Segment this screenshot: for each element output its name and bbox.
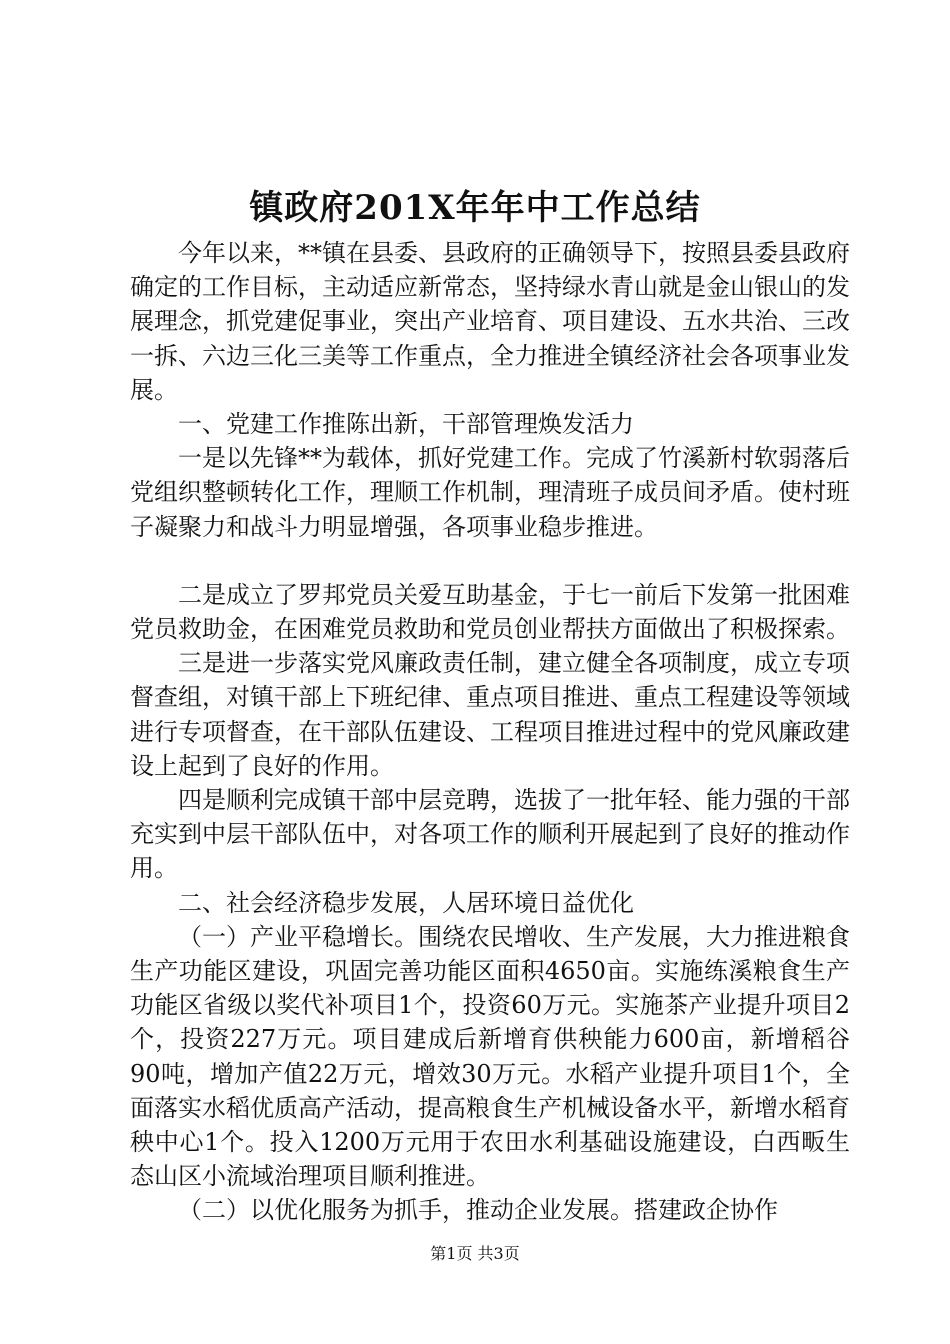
paragraph-enterprise: （二）以优化服务为抓手，推动企业发展。搭建政企协作: [178, 1196, 778, 1225]
paragraph-party-building-3: 三是进一步落实党风廉政责任制，建立健全各项制度，成立专项督查组，对镇干部上下班纪律、重点项目推进、重点工程建设等领域进行专项督查，在干部队伍建设、工程项目推进过程中的党风廉政建设上起到了良好的作用。: [130, 649, 850, 780]
paragraph-party-building-4: 四是顺利完成镇干部中层竞聘，选拔了一批年轻、能力强的干部充实到中层干部队伍中，对各项工作的顺利开展起到了良好的推动作用。: [130, 786, 850, 883]
paragraph-industry: （一）产业平稳增长。围绕农民增收、生产发展，大力推进粮食生产功能区建设，巩固完善功能区面积4650亩。实施练溪粮食生产功能区省级以奖代补项目1个，投资60万元。实施茶产业提升项目2个，投资227万元。项目建成后新增育供秧能力600亩，新增稻谷90吨，增加产值22万元，增效30万元。水稻产业提升项目1个，全面落实水稻优质高产活动，提高粮食生产机械设备水平，新增水稻育秧中心1个。投入1200万元用于农田水利基础设施建设，白西畈生态山区小流域治理项目顺利推进。: [130, 922, 850, 1191]
paragraph-intro: 今年以来，**镇在县委、县政府的正确领导下，按照县委县政府确定的工作目标，主动适应新常态，坚持绿水青山就是金山银山的发展理念，抓党建促事业，突出产业培育、项目建设、五水共治、三改一拆、六边三化三美等工作重点，全力推进全镇经济社会各项事业发展。: [130, 239, 850, 404]
section-heading-1: 一、党建工作推陈出新，干部管理焕发活力: [178, 410, 634, 439]
paragraph-party-building-1: 一是以先锋**为载体，抓好党建工作。完成了竹溪新村软弱落后党组织整顿转化工作，理顺工作机制，理清班子成员间矛盾。使村班子凝聚力和战斗力明显增强，各项事业稳步推进。: [130, 444, 850, 541]
paragraph-party-building-2: 二是成立了罗邦党员关爱互助基金，于七一前后下发第一批困难党员救助金，在困难党员救助和党员创业帮扶方面做出了积极探索。: [130, 580, 850, 644]
page-footer: 第1页 共3页: [430, 1244, 520, 1263]
section-heading-2: 二、社会经济稳步发展，人居环境日益优化: [178, 888, 634, 917]
document-title: 镇政府201X年年中工作总结: [249, 188, 701, 228]
document-body: [130, 236, 850, 1228]
